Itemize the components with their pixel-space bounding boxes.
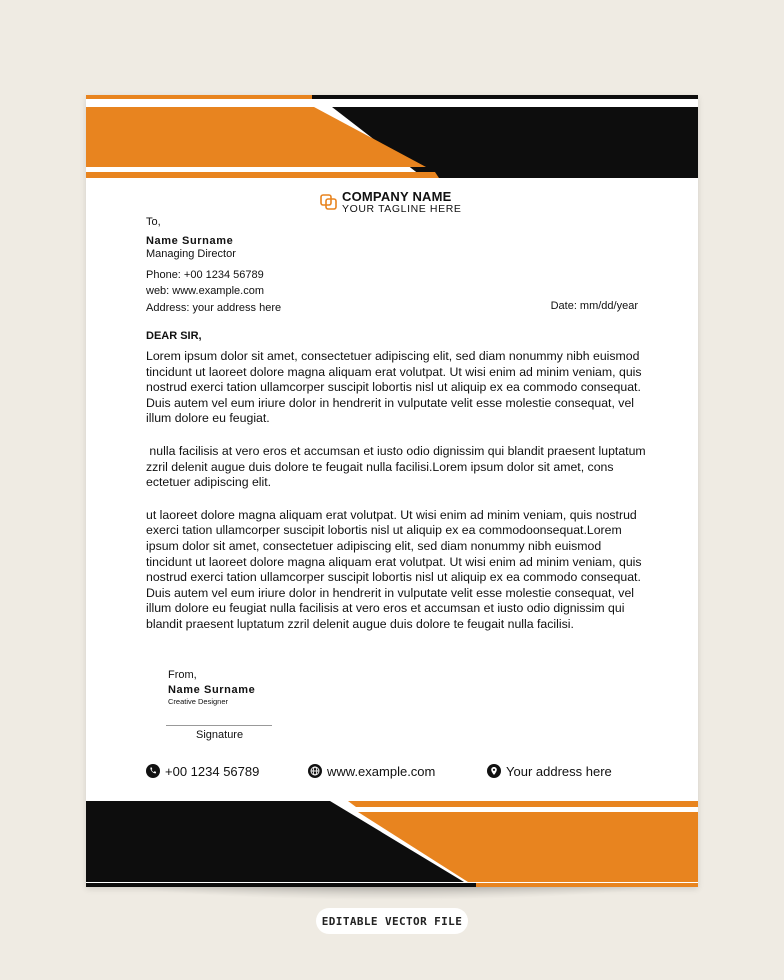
recipient-phone: Phone: +00 1234 56789 [146, 269, 264, 281]
body-paragraph: nulla facilisis at vero eros et accumsan et iusto odio dignissim qui blandit praesent luptatum zzril delenit augue duis dolore te feugait nulla facilisi.Lorem ipsum dolor sit amet, cons ectetuer adipiscing elit. [146, 443, 650, 490]
recipient-name: Name Surname [146, 235, 234, 247]
letter-body [146, 349, 650, 650]
location-pin-icon [487, 764, 501, 778]
recipient-title: Managing Director [146, 248, 236, 260]
header-band [86, 95, 698, 185]
recipient-block [146, 217, 281, 314]
signature-label: Signature [196, 729, 244, 741]
salutation: DEAR SIR, [146, 330, 202, 342]
company-name: COMPANY NAME [342, 188, 452, 204]
company-tagline: YOUR TAGLINE HERE [342, 202, 462, 215]
sender-title: Creative Designer [168, 697, 229, 706]
footer-phone [146, 763, 259, 779]
signature-line [166, 725, 272, 726]
footer-band [86, 797, 698, 887]
globe-icon [308, 764, 322, 778]
footer-phone-text: +00 1234 56789 [165, 763, 260, 779]
company-logo [320, 189, 462, 215]
footer-address-text: Your address here [506, 763, 612, 779]
footer-address [487, 763, 612, 779]
sender-block [168, 670, 255, 706]
footer-website-text: www.example.com [327, 763, 436, 779]
sender-name: Name Surname [168, 684, 256, 696]
recipient-address: Address: your address here [146, 302, 282, 314]
letter-date: Date: mm/dd/year [550, 300, 638, 312]
phone-icon [146, 764, 160, 778]
recipient-web: web: www.example.com [146, 285, 264, 297]
interlocked-squares-icon [320, 193, 338, 211]
editable-vector-badge: EDITABLE VECTOR FILE [316, 908, 468, 934]
body-paragraph: Lorem ipsum dolor sit amet, consectetuer adipiscing elit, sed diam nonummy nibh euismod tincidunt ut laoreet dolore magna aliquam erat volutpat. Ut wisi enim ad minim veniam, quis nostrud exerci tation ullamcorper suscipit lobortis nisl ut aliquip ex ea commodo consequat. Duis autem vel eum iriure dolor in hendrerit in vulputate velit esse molestie consequat, vel illum dolore eu feugiat. [146, 349, 642, 426]
from-label: From, [168, 669, 197, 681]
footer-website [308, 763, 435, 779]
body-paragraph: ut laoreet dolore magna aliquam erat volutpat. Ut wisi enim ad minim veniam, quis nostrud exerci tation ullamcorper suscipit lobortis nisl ut aliquip ex ea commodoonsequat.Lorem ipsum dolor sit amet, consectetuer adipiscing elit, sed diam nonummy nibh euismod tincidunt ut laoreet dolore magna aliquam erat volutpat. Ut wisi enim ad minim veniam, quis nostrud exerci tation ullamcorper suscipit lobortis nisl ut aliquip ex ea commodo consequat. Duis autem vel eum iriure dolor in hendrerit in vulputate velit esse molestie consequat, vel illum dolore eu feugiat nulla facilisis at vero eros et accumsan et iusto odio dignissim qui blandit praesent luptatum zzril delenit augue duis dolore te feugait nulla facilisi. [146, 507, 642, 631]
letterhead-page [86, 95, 698, 887]
to-label: To, [146, 216, 161, 228]
